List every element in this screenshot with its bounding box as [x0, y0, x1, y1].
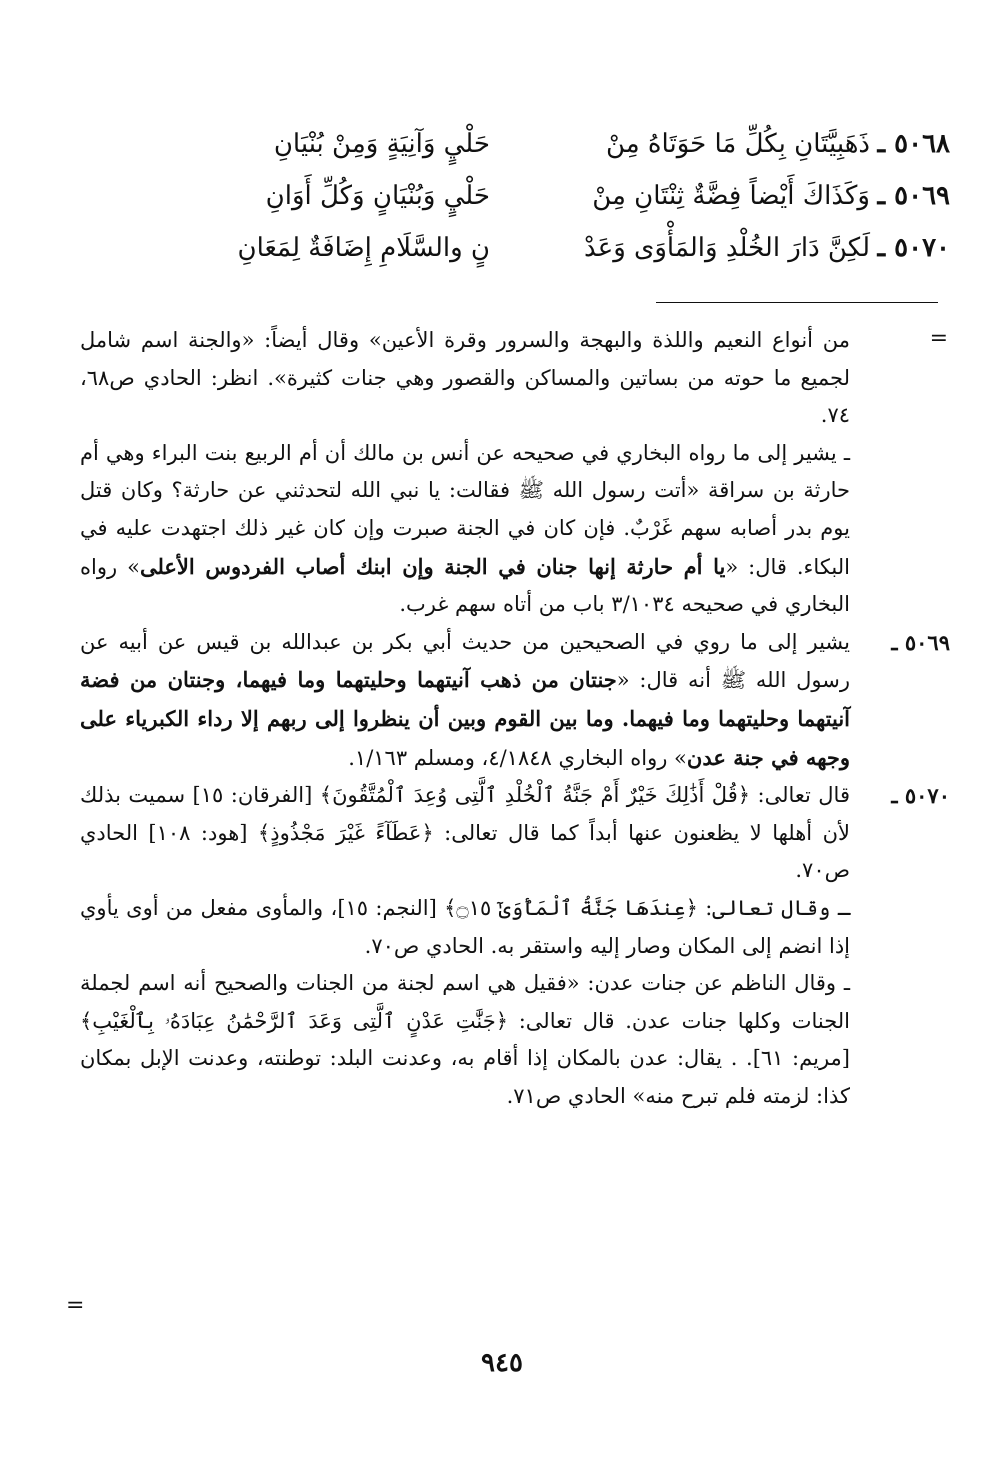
footnote-separator: [656, 302, 938, 303]
verse-number: ٥٠٦٩ ـ: [877, 181, 950, 211]
footnote-paragraph: قال تعالى: ﴿قُلْ أَذَٰلِكَ خَيْرٌ أَمْ جَنَّةُ ٱلْخُلْدِ ٱلَّتِى وُعِدَ ٱلْمُتَّقُونَ﴾ [الفرقان: ١٥] سميت بذلك لأن أهلها لا يظعنون عنها أبداً كما قال تعالى: ﴿عَطَآءً غَيْرَ مَجْذُوذٍ﴾ [هود: ١٠٨] الحادي ص٧٠.: [80, 783, 850, 883]
footnote-paragraph: من أنواع النعيم واللذة والبهجة والسرور وقرة الأعين» وقال أيضاً: «والجنة اسم شامل لجميع ما حوته من بساتين والمساكن والقصور وهي جنات كثيرة». انظر: الحادي ص٦٨، ٧٤.: [80, 328, 850, 428]
verse-5068: [80, 118, 950, 170]
footnote-text: » رواه البخاري ٤/١٨٤٨، ومسلم ١/١٦٣.: [348, 745, 687, 770]
footnote-5069: [80, 624, 950, 777]
verse-second-hemistich: حَلْيٍ وَبُنْيَانٍ وَكُلِّ أَوَانِ: [265, 181, 490, 211]
hadith-text: جنتان من ذهب آنيتهما وحليتهما وما فيهما، وجنتان من فضة آنيتهما وحليتهما وما فيهما. وما بين القوم وبين أن ينظروا إلى ربهم إلا رداء الكبرياء على وجهه في جنة عدن: [80, 667, 850, 770]
verse-5070: [80, 222, 950, 274]
footnote-paragraph: [80, 435, 850, 624]
footnote-5070: [80, 777, 950, 1115]
footnote-paragraph: [80, 624, 850, 777]
verse-first-hemistich: وَكَذَاكَ أَيْضاً فِضَّةٌ ثِنْتَانِ مِنْ: [592, 181, 870, 211]
poem-verses: [80, 118, 950, 274]
hadith-text: يا أم حارثة إنها جنان في الجنة وإن ابنك أصاب الفردوس الأعلى: [139, 553, 726, 579]
footnote-text: » رواه البخاري في صحيحه ٣/١٠٣٤ باب من أتاه سهم غرب.: [80, 554, 850, 617]
footnotes: [80, 322, 950, 1115]
verse-first-hemistich: ذَهَبِيَّتَانِ بِكُلِّ مَا حَوَتَاهُ مِنْ: [605, 129, 870, 159]
footnote-paragraph: ـ وقال تعالى: ﴿عِندَهَا جَنَّةُ ٱلْمَأْوَىٰٓ ۝١٥﴾ [النجم: ١٥]، والمأوى مفعل من أوى يأوي إذا انضم إلى المكان وصار إليه واستقر به. الحادي ص٧٠.: [80, 895, 850, 958]
page-number: ٩٤٥: [481, 1348, 523, 1378]
footnote-text: ـ يشير إلى ما رواه البخاري في صحيحه عن أنس بن مالك أن أم الربيع بنت البراء وهي أم حارثة بن سراقة «أتت رسول الله ﷺ فقالت: يا نبي الله لتحدثني عن حارثة؟ وكان قتل يوم بدر أصابه سهم غَرْبٌ. فإن كان في الجنة صبرت وإن كان غير ذلك اجتهدت عليه في البكاء. قال: «: [80, 440, 850, 579]
footnote-continued: [80, 322, 950, 624]
verse-5069: [80, 170, 950, 222]
continuation-mark: =: [66, 1293, 85, 1318]
verse-second-hemistich: نٍ والسَّلَامِ إِضَافَةٌ لِمَعَانِ: [237, 233, 490, 263]
verse-second-hemistich: حَلْيٍ وَآنِيَةٍ وَمِنْ بُنْيَانِ: [273, 129, 490, 159]
verse-first-hemistich: لَكِنَّ دَارَ الخُلْدِ وَالمَأْوَى وَعَدْ: [584, 233, 870, 263]
footnote-text: يشير إلى ما روي في الصحيحين من حديث أبي بكر بن عبدالله بن قيس عن أبيه عن رسول الله ﷺ أنه قال: «: [80, 629, 850, 693]
footnote-number: ٥٠٧٠ ـ: [891, 783, 950, 809]
footnote-number: ٥٠٦٩ ـ: [891, 629, 950, 655]
continuation-mark: =: [929, 326, 948, 351]
footnote-paragraph: ـ وقال الناظم عن جنات عدن: «فقيل هي اسم لجنة من الجنات والصحيح أنه اسم لجملة الجنات وكلها جنات عدن. قال تعالى: ﴿جَنَّٰتِ عَدْنٍ ٱلَّتِى وَعَدَ ٱلرَّحْمَٰنُ عِبَادَهُۥ بِٱلْغَيْبِ﴾ [مريم: ٦١]. . يقال: عدن بالمكان إذا أقام به، وعدنت البلد: توطنته، وعدنت الإبل بمكان كذا: لزمته فلم تبرح منه» الحادي ص٧١.: [80, 971, 850, 1108]
verse-number: ٥٠٧٠ ـ: [877, 233, 950, 263]
verse-number: ٥٠٦٨ ـ: [877, 129, 950, 159]
